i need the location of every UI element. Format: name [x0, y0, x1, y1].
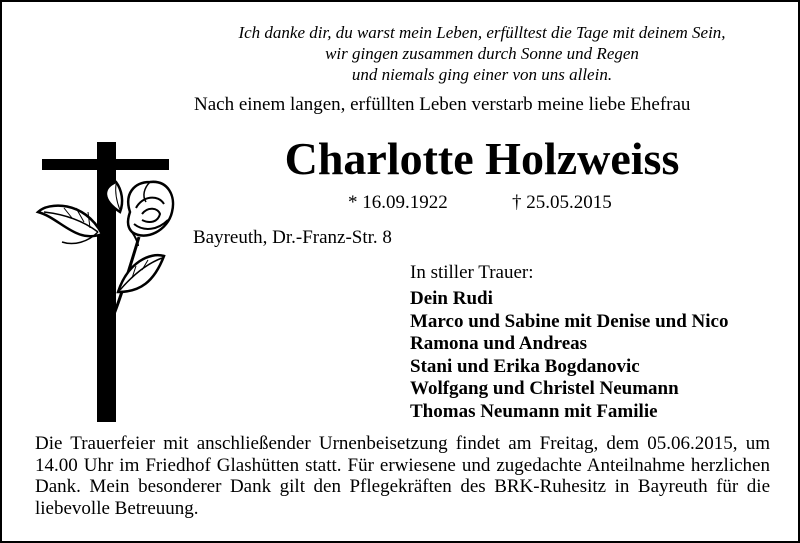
- poem-line: wir gingen zusammen durch Sonne und Regen: [325, 44, 639, 63]
- mourner-item: Dein Rudi: [410, 288, 493, 309]
- mourner-item: Wolfgang und Christel Neumann: [410, 378, 679, 399]
- intro-text: Nach einem langen, erfüllten Leben verstarb meine liebe Ehefrau: [194, 94, 691, 115]
- mourner-item: Ramona und Andreas: [410, 333, 588, 354]
- mourners-list: [410, 288, 728, 423]
- cross-with-rose-icon: [32, 142, 182, 427]
- poem-line: und niemals ging einer von uns allein.: [351, 65, 613, 84]
- mourner-item: Thomas Neumann mit Familie: [410, 400, 658, 422]
- address: Bayreuth, Dr.-Franz-Str. 8: [193, 227, 392, 248]
- mourner-item: Stani und Erika Bogdanovic: [410, 355, 640, 377]
- poem: [202, 22, 762, 85]
- poem-line: Ich danke dir, du warst mein Leben, erfülltest die Tage mit deinem Sein,: [238, 23, 726, 42]
- closing-text: Die Trauerfeier mit anschließender Urnenbeisetzung findet am Freitag, dem 05.06.2015, um 14.00 Uhr im Friedhof Glashütten statt. Für erwiesene und zugedachte Anteilnahme herzlichen Dank. Mein besonderer Dank gilt den Pflegekräften des BRK-Ruhesitz in Bayreuth für die liebevolle Betreuung.: [35, 433, 770, 519]
- mourning-label: In stiller Trauer:: [410, 262, 534, 283]
- deceased-name: Charlotte Holzweiss: [284, 133, 680, 184]
- mourner-item: Marco und Sabine mit Denise und Nico: [410, 310, 729, 332]
- birth-date: * 16.09.1922: [348, 192, 448, 213]
- death-date: † 25.05.2015: [512, 192, 612, 213]
